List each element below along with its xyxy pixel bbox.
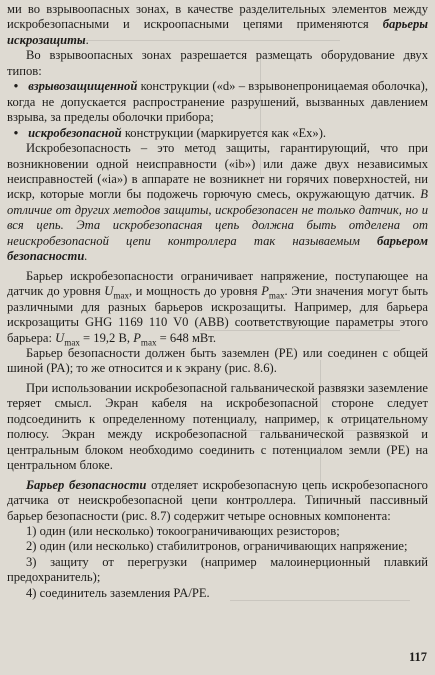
- text-run: Барьер безопасности должен быть заземлен (PE) или соединен с общей шиной (PA); то же относится и к экрану (рис. 8.6).: [7, 345, 428, 376]
- paragraph-galvanic-isolation: [7, 381, 428, 474]
- emphasized-term: искробезопасной: [28, 125, 122, 140]
- document-page: [7, 2, 428, 601]
- text-run: Во взрывоопасных зонах разрешается размещать оборудование двух типов:: [7, 48, 428, 78]
- text-run: отделяет искробезопасную цепь искробезопасного датчика от неискробезопасной цепи контроллера. Типичный пассивный барьер безопасности (рис. 8.7) содержит четыре основных компонента:: [7, 477, 428, 523]
- paragraph-barrier-definition: [7, 478, 428, 524]
- emphasized-term: барьеры искрозащиты: [7, 17, 428, 47]
- list-item-ground-connector: [7, 586, 428, 601]
- text-run: = 19,2 В,: [79, 330, 134, 345]
- text-run: P: [133, 330, 141, 345]
- text-run: 4) соединитель заземления PA/PE.: [26, 585, 210, 600]
- emphasized-term: барьером безопасности: [7, 233, 428, 264]
- text-run: P: [261, 284, 269, 299]
- bullet-explosion-proof: [7, 79, 428, 125]
- text-run: В отличие от других методов защиты, искробезопасен не только датчик, но и вся цепь. Эта искробезопасная цепь должна быть отделена от неискробезопасной цепи контроллера так называемым: [7, 187, 428, 248]
- emphasized-term: взрывозащищенной: [28, 79, 138, 94]
- page-number: 117: [408, 650, 427, 664]
- text-run: При использовании искробезопасной гальванической развязки заземление теряет смысл. Экран кабеля на искробезопасной стороне следует подсоединить к определенному потенциалу, например, к отрицательному полюсу. Экран между искробезопасной гальванической развязкой и центральным блоком необходимо соединить с потенциалом земли (PE) на центральном блоке.: [7, 380, 428, 473]
- paragraph-grounding: [7, 346, 428, 377]
- bullet-icon: •: [13, 125, 19, 140]
- subscript-text: max: [64, 337, 80, 348]
- paragraph-intrinsic-safety: [7, 141, 428, 265]
- list-item-overload: [7, 555, 428, 586]
- bullet-intrinsically-safe: [7, 126, 428, 141]
- text-run: ми во взрывоопасных зонах, в качестве разделительных элементов между искробезопасными и искроопасными цепями применяются: [7, 2, 428, 32]
- paragraph-barrier-limits: [7, 269, 428, 346]
- text-run: Барьер искробезопасности ограничивает напряжение, поступающее на датчик до уровня: [7, 268, 428, 299]
- text-run: U: [104, 284, 114, 299]
- list-item-zener: [7, 539, 428, 554]
- subscript-text: max: [113, 290, 129, 301]
- text-run: Искробезопасность – это метод защиты, гарантирующий, что при возникновении одной неисправности («ib») или даже двух независимых неисправностей («ia») в аппарате не возникнет ни горячих поверхностей, ни искр, которые могли бы подожечь горючую смесь, окружающую датчик.: [7, 141, 428, 202]
- text-run: 2) один (или несколько) стабилитронов, ограничивающих напряжение;: [26, 539, 408, 554]
- text-run: = 648 мВт.: [156, 330, 217, 345]
- text-run: 3) защиту от перегрузки (например малоинерционный плавкий предохранитель);: [7, 554, 428, 585]
- text-line-zone-equipment: [7, 48, 428, 79]
- text-run: .: [84, 249, 88, 264]
- text-run: , и мощность до уровня: [129, 284, 262, 299]
- subscript-text: max: [268, 290, 285, 301]
- text-run: конструкции («d» – взрывонепроницаемая оболочка), когда не допускается распространение разрушений, вызванных давлением взрыва, за пределы оболочки прибора;: [7, 79, 428, 125]
- text-run: U: [55, 330, 65, 345]
- bullet-icon: •: [13, 79, 19, 94]
- subscript-text: max: [140, 337, 157, 348]
- text-run: 1) один (или несколько) токоограничивающих резисторов;: [26, 523, 340, 538]
- text-run: . Эти значения могут быть различными для разных барьеров искрозащиты. Например, для барьера искрозащиты GHG 1169 110 V0 (ABB) соответствующие параметры этого барьера:: [7, 284, 428, 345]
- text-run: .: [85, 32, 89, 47]
- text-run: конструкции (маркируется как «Ex»).: [121, 125, 327, 140]
- text-line-intro: [7, 2, 428, 48]
- emphasized-term: Барьер безопасности: [26, 477, 147, 492]
- list-item-current-limiting: [7, 524, 428, 539]
